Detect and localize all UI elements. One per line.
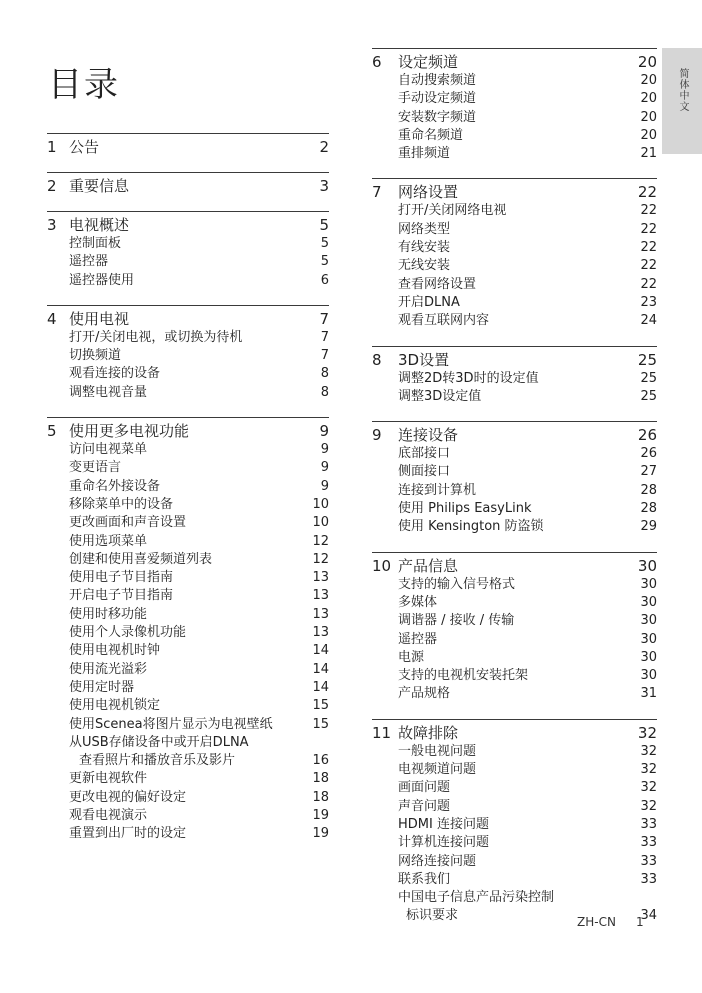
entry-title: 观看电视演示 — [69, 808, 148, 824]
toc-entry[interactable] — [47, 514, 329, 532]
entry-title: 调谐器 / 接收 / 传输 — [398, 613, 515, 629]
entry-title: 手动设定频道 — [398, 91, 477, 107]
entry-title: 开启DLNA — [398, 294, 460, 310]
toc-entry[interactable] — [372, 816, 657, 834]
entry-title: 观看连接的设备 — [69, 366, 161, 382]
entry-page-number: 5 — [320, 236, 329, 251]
section-number: 8 — [372, 350, 382, 369]
entry-title: 遥控器使用 — [69, 272, 135, 288]
section-number: 11 — [372, 723, 392, 742]
entry-page-number: 21 — [640, 146, 657, 162]
entry-title: 移除菜单中的设备 — [69, 496, 174, 512]
toc-entry[interactable] — [47, 661, 329, 679]
section-page-number: 25 — [637, 350, 657, 369]
toc-entry[interactable] — [47, 253, 329, 271]
toc-entry[interactable] — [372, 871, 657, 889]
entry-title: 使用电视机时钟 — [69, 643, 161, 659]
entry-title: 产品规格 — [398, 686, 451, 702]
toc-entry[interactable] — [47, 789, 329, 807]
section-title: 产品信息 — [398, 556, 459, 575]
entry-title: HDMI 连接问题 — [398, 816, 489, 832]
entry-page-number: 28 — [640, 501, 657, 517]
entry-page-number: 22 — [640, 258, 657, 274]
toc-section-heading[interactable] — [372, 723, 657, 743]
entry-page-number: 20 — [640, 73, 657, 88]
toc-entry[interactable] — [372, 631, 657, 649]
section-number: 6 — [372, 53, 382, 71]
entry-page-number: 13 — [312, 588, 329, 604]
toc-entry[interactable] — [372, 145, 657, 163]
section-title: 故障排除 — [398, 723, 459, 742]
entry-page-number: 10 — [312, 515, 329, 531]
section-title: 设定频道 — [398, 53, 459, 71]
toc-entry[interactable] — [372, 779, 657, 797]
entry-title: 重命名频道 — [398, 127, 464, 143]
toc-entry[interactable] — [47, 825, 329, 843]
entry-title: 计算机连接问题 — [398, 835, 490, 851]
toc-entry[interactable] — [47, 624, 329, 642]
toc-entry[interactable] — [47, 551, 329, 569]
entry-title: 使用 Philips EasyLink — [398, 501, 532, 517]
entry-page-number: 8 — [320, 384, 329, 400]
entry-title: 观看互联网内容 — [398, 313, 490, 329]
toc-entry[interactable] — [372, 312, 657, 330]
toc-section-heading[interactable] — [372, 425, 657, 445]
section-title: 使用更多电视功能 — [69, 422, 190, 441]
entry-title: 查看照片和播放音乐及影片 — [79, 753, 236, 769]
entry-title: 访问电视菜单 — [69, 442, 148, 458]
toc-entry[interactable] — [372, 239, 657, 257]
entry-title: 画面问题 — [398, 780, 451, 796]
entry-title: 切换频道 — [69, 348, 122, 364]
entry-page-number: 16 — [312, 753, 329, 769]
toc-entry[interactable] — [372, 576, 657, 594]
toc-entry[interactable] — [372, 500, 657, 518]
section-number: 7 — [372, 183, 382, 202]
entry-page-number: 9 — [320, 460, 329, 476]
toc-entry[interactable] — [47, 770, 329, 788]
section-page-number: 3 — [319, 177, 329, 195]
section-page-number: 7 — [319, 309, 329, 328]
toc-entry[interactable] — [372, 594, 657, 612]
entry-page-number: 33 — [640, 871, 657, 887]
toc-entry[interactable] — [47, 235, 329, 253]
section-title: 公告 — [69, 138, 100, 156]
toc-entry[interactable] — [47, 807, 329, 825]
entry-page-number: 18 — [312, 771, 329, 787]
section-page-number: 30 — [637, 556, 657, 575]
entry-page-number: 18 — [312, 789, 329, 805]
entry-page-number: 30 — [640, 668, 657, 684]
entry-page-number: 30 — [640, 631, 657, 647]
entry-page-number: 13 — [312, 625, 329, 641]
toc-left-column — [47, 133, 329, 859]
toc-entry[interactable] — [372, 798, 657, 816]
toc-entry[interactable] — [372, 276, 657, 294]
toc-section-heading[interactable] — [372, 350, 657, 370]
entry-title: 支持的输入信号格式 — [398, 576, 516, 592]
toc-entry[interactable] — [47, 329, 329, 347]
toc-section-2 — [47, 172, 329, 196]
entry-title: 重命名外接设备 — [69, 478, 161, 494]
toc-entry[interactable] — [47, 679, 329, 697]
toc-entry[interactable] — [372, 889, 657, 907]
toc-section-heading[interactable] — [372, 52, 657, 72]
entry-page-number: 7 — [320, 348, 329, 364]
toc-entry[interactable] — [47, 734, 329, 752]
entry-title: 从USB存储设备中或开启DLNA — [69, 734, 249, 750]
toc-entry[interactable] — [47, 496, 329, 514]
toc-entry[interactable] — [47, 347, 329, 365]
entry-page-number: 33 — [640, 835, 657, 851]
entry-title: 使用定时器 — [69, 679, 135, 695]
entry-page-number: 9 — [320, 442, 329, 458]
entry-page-number: 23 — [640, 294, 657, 310]
entry-page-number: 25 — [640, 388, 657, 404]
entry-title: 重置到出厂时的设定 — [69, 826, 187, 842]
entry-title: 声音问题 — [398, 798, 451, 814]
toc-entry[interactable] — [372, 90, 657, 108]
entry-page-number: 32 — [640, 798, 657, 814]
toc-entry[interactable] — [372, 370, 657, 388]
section-number: 10 — [372, 556, 392, 575]
toc-entry[interactable] — [372, 667, 657, 685]
entry-title: 使用Scenea将图片显示为电视壁纸 — [69, 716, 273, 732]
entry-page-number: 30 — [640, 649, 657, 665]
entry-page-number: 22 — [640, 276, 657, 292]
toc-section-heading[interactable] — [47, 137, 329, 157]
toc-entry[interactable] — [372, 257, 657, 275]
entry-page-number: 31 — [640, 686, 657, 702]
toc-entry[interactable] — [47, 478, 329, 496]
entry-title: 调整3D设定值 — [398, 388, 482, 404]
entry-page-number: 30 — [640, 576, 657, 592]
entry-title: 查看网络设置 — [398, 276, 477, 292]
entry-title: 更新电视软件 — [69, 771, 148, 787]
entry-page-number: 30 — [640, 594, 657, 610]
toc-section-heading[interactable] — [47, 176, 329, 196]
section-page-number: 26 — [637, 426, 657, 445]
section-number: 3 — [47, 216, 57, 234]
entry-page-number: 32 — [640, 780, 657, 796]
toc-entry[interactable] — [47, 606, 329, 624]
toc-entry[interactable] — [372, 518, 657, 536]
toc-entry[interactable] — [372, 743, 657, 761]
toc-section-6 — [372, 48, 657, 163]
entry-page-number: 28 — [640, 482, 657, 498]
entry-title: 支持的电视机安装托架 — [398, 668, 529, 684]
entry-page-number: 7 — [320, 329, 329, 345]
entry-page-number: 20 — [640, 127, 657, 143]
toc-entry[interactable] — [372, 221, 657, 239]
toc-section-4 — [47, 305, 329, 402]
toc-entry[interactable] — [47, 441, 329, 459]
entry-title: 打开/关闭电视，或切换为待机 — [69, 329, 243, 345]
entry-page-number: 10 — [312, 496, 329, 512]
entry-title: 调整2D转3D时的设定值 — [398, 370, 539, 386]
section-title: 重要信息 — [69, 177, 130, 195]
section-number: 9 — [372, 426, 382, 445]
entry-title: 更改电视的偏好设定 — [69, 789, 187, 805]
toc-section-heading[interactable] — [372, 182, 657, 202]
entry-title: 安装数字频道 — [398, 109, 477, 125]
toc-entry[interactable] — [47, 716, 329, 734]
page-title: 目录 — [48, 64, 120, 105]
entry-page-number: 14 — [312, 679, 329, 695]
entry-title: 一般电视问题 — [398, 743, 477, 759]
toc-entry[interactable] — [47, 569, 329, 587]
section-page-number: 9 — [319, 422, 329, 441]
entry-page-number: 30 — [640, 613, 657, 629]
section-page-number: 5 — [319, 216, 329, 234]
toc-entry[interactable] — [47, 459, 329, 477]
entry-title: 有线安装 — [398, 240, 451, 256]
entry-title: 重排频道 — [398, 146, 451, 162]
section-title: 网络设置 — [398, 183, 459, 202]
entry-page-number: 26 — [640, 446, 657, 462]
language-tab-label: 简体中文 — [677, 68, 688, 112]
entry-title: 标识要求 — [406, 908, 459, 924]
toc-entry[interactable] — [47, 272, 329, 290]
entry-title: 连接到计算机 — [398, 482, 477, 498]
entry-page-number: 22 — [640, 203, 657, 219]
section-page-number: 32 — [637, 723, 657, 742]
entry-page-number: 12 — [312, 551, 329, 567]
entry-page-number: 6 — [320, 272, 329, 288]
entry-page-number: 33 — [640, 853, 657, 869]
footer-page-number: 1 — [635, 915, 644, 929]
entry-title: 使用个人录像机功能 — [69, 625, 187, 641]
toc-entry[interactable] — [372, 445, 657, 463]
entry-title: 无线安装 — [398, 258, 451, 274]
toc-section-8 — [372, 346, 657, 407]
toc-entry[interactable] — [47, 697, 329, 715]
entry-title: 侧面接口 — [398, 464, 451, 480]
toc-entry[interactable] — [372, 109, 657, 127]
entry-page-number: 14 — [312, 643, 329, 659]
entry-title: 中国电子信息产品污染控制 — [398, 890, 555, 906]
toc-section-7 — [372, 178, 657, 330]
entry-page-number: 13 — [312, 606, 329, 622]
section-number: 1 — [47, 138, 57, 156]
toc-entry[interactable] — [372, 482, 657, 500]
toc-section-3 — [47, 211, 329, 290]
entry-title: 打开/关闭网络电视 — [398, 203, 507, 219]
toc-entry[interactable] — [372, 761, 657, 779]
toc-entry[interactable] — [47, 365, 329, 383]
toc-entry[interactable] — [47, 752, 329, 770]
entry-title: 使用流光溢彩 — [69, 661, 148, 677]
entry-title: 多媒体 — [398, 594, 438, 610]
entry-page-number: 27 — [640, 464, 657, 480]
section-title: 电视概述 — [69, 216, 130, 234]
footer-language-code: ZH-CN — [577, 915, 616, 929]
entry-page-number: 15 — [312, 716, 329, 732]
entry-title: 电视频道问题 — [398, 762, 477, 778]
entry-title: 使用电视机锁定 — [69, 698, 161, 714]
section-page-number: 2 — [319, 138, 329, 156]
entry-page-number: 15 — [312, 698, 329, 714]
entry-title: 联系我们 — [398, 871, 451, 887]
entry-page-number: 19 — [312, 808, 329, 824]
entry-page-number: 20 — [640, 91, 657, 107]
entry-page-number: 32 — [640, 762, 657, 778]
toc-entry[interactable] — [372, 685, 657, 703]
entry-title: 底部接口 — [398, 446, 451, 462]
entry-page-number: 9 — [320, 478, 329, 494]
entry-page-number: 25 — [640, 370, 657, 386]
entry-title: 变更语言 — [69, 460, 122, 476]
entry-page-number: 22 — [640, 221, 657, 237]
entry-title: 创建和使用喜爱频道列表 — [69, 551, 213, 567]
section-page-number: 22 — [637, 183, 657, 202]
toc-entry[interactable] — [372, 649, 657, 667]
entry-title: 遥控器 — [69, 254, 109, 270]
section-title: 使用电视 — [69, 309, 130, 328]
entry-title: 电源 — [398, 649, 425, 665]
entry-title: 自动搜索频道 — [398, 73, 477, 88]
page-footer — [577, 914, 644, 930]
toc-entry[interactable] — [372, 72, 657, 90]
entry-title: 开启电子节目指南 — [69, 588, 174, 604]
toc-entry[interactable] — [372, 294, 657, 312]
section-number: 4 — [47, 309, 57, 328]
entry-title: 更改画面和声音设置 — [69, 515, 187, 531]
entry-title: 调整电视音量 — [69, 384, 148, 400]
toc-entry[interactable] — [372, 612, 657, 630]
toc-entry[interactable] — [372, 463, 657, 481]
toc-section-9 — [372, 421, 657, 536]
entry-title: 使用时移功能 — [69, 606, 148, 622]
toc-section-1 — [47, 133, 329, 157]
entry-title: 网络类型 — [398, 221, 451, 237]
toc-entry[interactable] — [372, 127, 657, 145]
entry-title: 控制面板 — [69, 236, 122, 251]
toc-entry[interactable] — [372, 834, 657, 852]
entry-page-number: 12 — [312, 533, 329, 549]
entry-title: 使用选项菜单 — [69, 533, 148, 549]
entry-title: 网络连接问题 — [398, 853, 477, 869]
entry-title: 遥控器 — [398, 631, 438, 647]
toc-entry[interactable] — [47, 533, 329, 551]
toc-section-heading[interactable] — [47, 421, 329, 441]
section-title: 连接设备 — [398, 426, 459, 445]
section-page-number: 20 — [637, 53, 657, 71]
entry-page-number: 19 — [312, 826, 329, 842]
toc-entry[interactable] — [372, 388, 657, 406]
entry-page-number: 13 — [312, 570, 329, 586]
entry-title: 使用电子节目指南 — [69, 570, 174, 586]
entry-page-number: 14 — [312, 661, 329, 677]
toc-section-5 — [47, 417, 329, 844]
entry-page-number: 33 — [640, 816, 657, 832]
toc-entry[interactable] — [47, 642, 329, 660]
section-number: 2 — [47, 177, 57, 195]
entry-page-number: 5 — [320, 254, 329, 270]
toc-right-column — [372, 48, 657, 941]
entry-title: 使用 Kensington 防盗锁 — [398, 519, 544, 535]
toc-section-10 — [372, 552, 657, 704]
toc-entry[interactable] — [47, 587, 329, 605]
entry-page-number: 22 — [640, 240, 657, 256]
entry-page-number: 32 — [640, 743, 657, 759]
entry-page-number: 24 — [640, 313, 657, 329]
toc-section-11 — [372, 719, 657, 926]
entry-page-number: 20 — [640, 109, 657, 125]
toc-entry[interactable] — [47, 384, 329, 402]
entry-page-number: 34 — [640, 908, 657, 924]
section-number: 5 — [47, 422, 57, 441]
entry-page-number: 29 — [640, 519, 657, 535]
toc-entry[interactable] — [372, 202, 657, 220]
toc-section-heading[interactable] — [47, 215, 329, 235]
toc-section-heading[interactable] — [47, 309, 329, 329]
toc-section-heading[interactable] — [372, 556, 657, 576]
section-title: 3D设置 — [398, 350, 450, 369]
toc-entry[interactable] — [372, 853, 657, 871]
entry-page-number: 8 — [320, 366, 329, 382]
